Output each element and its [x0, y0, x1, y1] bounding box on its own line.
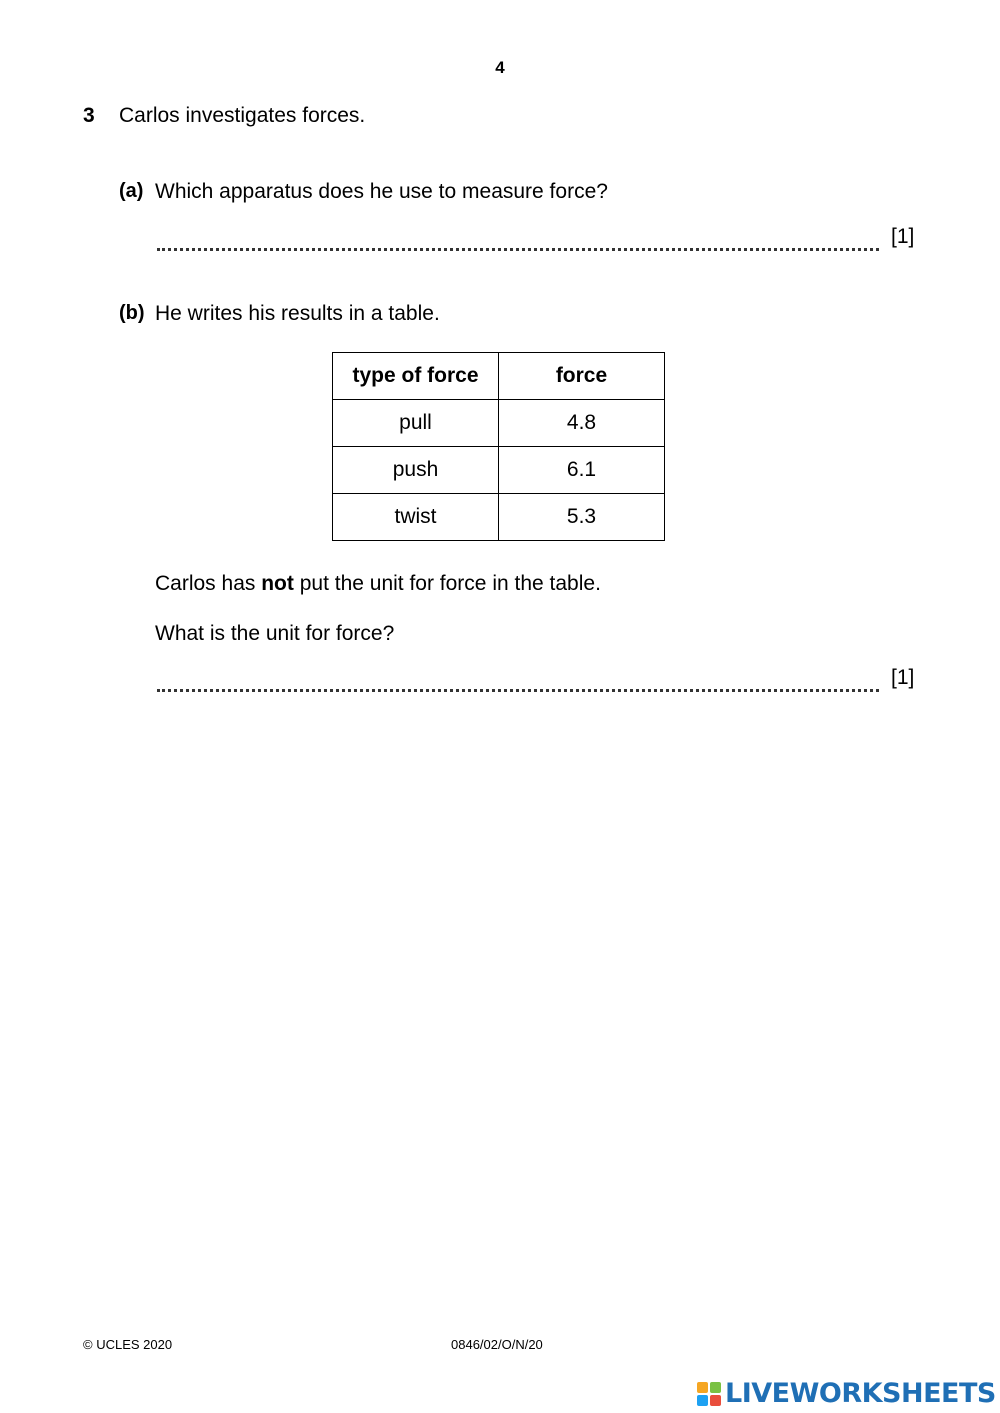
part-a-question: Which apparatus does he use to measure force? [155, 180, 608, 203]
part-b-intro: He writes his results in a table. [155, 302, 440, 325]
part-b-answer-line[interactable] [157, 689, 879, 692]
table-cell-force: 5.3 [499, 494, 665, 541]
liveworksheets-logo [697, 1378, 996, 1409]
logo-text: LIVEWORKSHEETS [725, 1378, 996, 1409]
header-force: force [499, 353, 665, 400]
logo-square [710, 1395, 721, 1406]
unit-note-emphasis: not [261, 572, 294, 595]
part-b-marks: [1] [891, 666, 915, 689]
unit-note-start: Carlos has [155, 572, 262, 595]
logo-squares-icon [697, 1382, 721, 1406]
header-type-of-force: type of force [333, 353, 499, 400]
table-row [333, 494, 665, 541]
part-a-marks: [1] [891, 225, 915, 248]
part-a-answer-line[interactable] [157, 248, 879, 251]
unit-note [155, 572, 601, 596]
table-cell-force: 6.1 [499, 447, 665, 494]
table-cell-force: 4.8 [499, 400, 665, 447]
question-text: Carlos investigates forces. [119, 104, 366, 127]
question-number: 3 [83, 104, 95, 127]
table-cell-type: pull [333, 400, 499, 447]
part-a-label: (a) [119, 180, 144, 202]
logo-square [697, 1395, 708, 1406]
table-row [333, 400, 665, 447]
results-table [332, 352, 665, 541]
footer-copyright: © UCLES 2020 [83, 1337, 173, 1352]
page-number: 4 [495, 58, 505, 77]
part-b-question: What is the unit for force? [155, 622, 395, 645]
table-row [333, 447, 665, 494]
logo-square [710, 1382, 721, 1393]
part-b-label: (b) [119, 302, 145, 324]
table-cell-type: push [333, 447, 499, 494]
unit-note-end: put the unit for force in the table. [293, 572, 601, 595]
table-cell-type: twist [333, 494, 499, 541]
footer-paper-code: 0846/02/O/N/20 [451, 1337, 543, 1352]
logo-square [697, 1382, 708, 1393]
